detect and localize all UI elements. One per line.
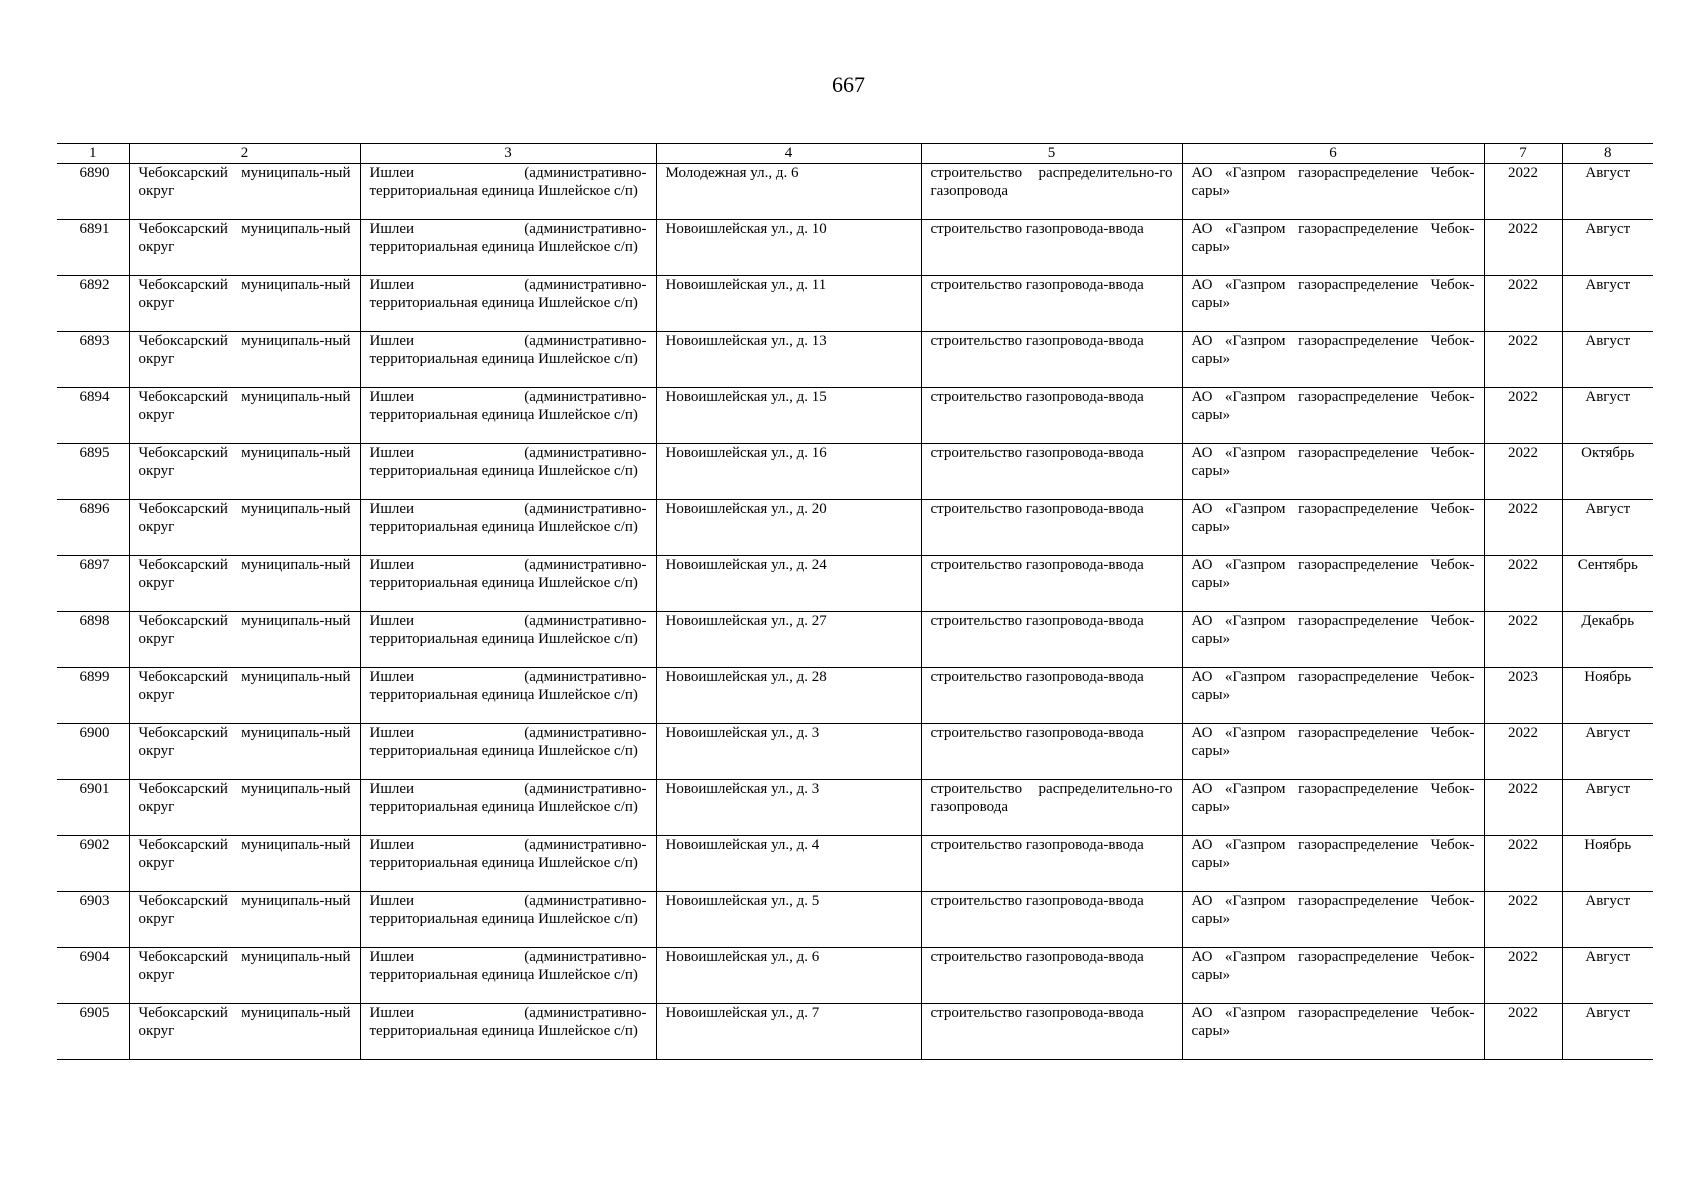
organization-cell: АО «Газпром газораспределение Чебок-сары»: [1182, 779, 1484, 835]
table-row: [57, 163, 1653, 219]
locality-cell: Ишлеи (административно-территориальная единица Ишлейское с/п): [360, 835, 656, 891]
year-cell: 2022: [1484, 611, 1562, 667]
work-type-cell: строительство газопровода-ввода: [921, 723, 1182, 779]
work-type-cell: строительство газопровода-ввода: [921, 891, 1182, 947]
work-type-cell: строительство газопровода-ввода: [921, 947, 1182, 1003]
year-cell: 2022: [1484, 163, 1562, 219]
year-cell: 2022: [1484, 499, 1562, 555]
year-cell: 2022: [1484, 947, 1562, 1003]
district-cell: Чебоксарский муниципаль-ный округ: [129, 891, 360, 947]
table-row: [57, 331, 1653, 387]
organization-cell: АО «Газпром газораспределение Чебок-сары»: [1182, 947, 1484, 1003]
locality-cell: Ишлеи (административно-территориальная единица Ишлейское с/п): [360, 499, 656, 555]
table-row: [57, 891, 1653, 947]
address-cell: Новоишлейская ул., д. 3: [656, 723, 921, 779]
table-row: [57, 1003, 1653, 1059]
table-row: [57, 835, 1653, 891]
address-cell: Новоишлейская ул., д. 5: [656, 891, 921, 947]
work-type-cell: строительство газопровода-ввода: [921, 667, 1182, 723]
district-cell: Чебоксарский муниципаль-ный округ: [129, 835, 360, 891]
table-row: [57, 611, 1653, 667]
district-cell: Чебоксарский муниципаль-ный округ: [129, 667, 360, 723]
address-cell: Новоишлейская ул., д. 10: [656, 219, 921, 275]
table-row: [57, 723, 1653, 779]
year-cell: 2022: [1484, 891, 1562, 947]
locality-cell: Ишлеи (административно-территориальная единица Ишлейское с/п): [360, 1003, 656, 1059]
locality-cell: Ишлеи (административно-территориальная единица Ишлейское с/п): [360, 387, 656, 443]
work-type-cell: строительство газопровода-ввода: [921, 275, 1182, 331]
year-cell: 2022: [1484, 779, 1562, 835]
district-cell: Чебоксарский муниципаль-ный округ: [129, 947, 360, 1003]
address-cell: Новоишлейская ул., д. 4: [656, 835, 921, 891]
row-number: 6903: [57, 891, 129, 947]
address-cell: Новоишлейская ул., д. 11: [656, 275, 921, 331]
column-header: 6: [1182, 144, 1484, 164]
locality-cell: Ишлеи (административно-территориальная единица Ишлейское с/п): [360, 779, 656, 835]
district-cell: Чебоксарский муниципаль-ный округ: [129, 555, 360, 611]
address-cell: Новоишлейская ул., д. 7: [656, 1003, 921, 1059]
work-type-cell: строительство газопровода-ввода: [921, 1003, 1182, 1059]
work-type-cell: строительство распределительно-го газопровода: [921, 163, 1182, 219]
table-row: [57, 443, 1653, 499]
address-cell: Новоишлейская ул., д. 16: [656, 443, 921, 499]
table-row: [57, 275, 1653, 331]
row-number: 6898: [57, 611, 129, 667]
table-row: [57, 667, 1653, 723]
table-row: [57, 555, 1653, 611]
district-cell: Чебоксарский муниципаль-ный округ: [129, 611, 360, 667]
address-cell: Новоишлейская ул., д. 28: [656, 667, 921, 723]
month-cell: Август: [1562, 1003, 1653, 1059]
address-cell: Новоишлейская ул., д. 3: [656, 779, 921, 835]
register-table: [57, 143, 1653, 1060]
month-cell: Август: [1562, 779, 1653, 835]
page-number: 667: [832, 72, 865, 97]
row-number: 6892: [57, 275, 129, 331]
organization-cell: АО «Газпром газораспределение Чебок-сары»: [1182, 723, 1484, 779]
address-cell: Новоишлейская ул., д. 15: [656, 387, 921, 443]
locality-cell: Ишлеи (административно-территориальная единица Ишлейское с/п): [360, 219, 656, 275]
row-number: 6901: [57, 779, 129, 835]
column-header: 1: [57, 144, 129, 164]
table-row: [57, 219, 1653, 275]
row-number: 6900: [57, 723, 129, 779]
month-cell: Октябрь: [1562, 443, 1653, 499]
work-type-cell: строительство газопровода-ввода: [921, 835, 1182, 891]
column-header: 7: [1484, 144, 1562, 164]
year-cell: 2022: [1484, 443, 1562, 499]
district-cell: Чебоксарский муниципаль-ный округ: [129, 387, 360, 443]
year-cell: 2022: [1484, 723, 1562, 779]
organization-cell: АО «Газпром газораспределение Чебок-сары»: [1182, 611, 1484, 667]
organization-cell: АО «Газпром газораспределение Чебок-сары»: [1182, 667, 1484, 723]
column-header: 5: [921, 144, 1182, 164]
row-number: 6890: [57, 163, 129, 219]
work-type-cell: строительство газопровода-ввода: [921, 443, 1182, 499]
table-row: [57, 779, 1653, 835]
locality-cell: Ишлеи (административно-территориальная единица Ишлейское с/п): [360, 331, 656, 387]
district-cell: Чебоксарский муниципаль-ный округ: [129, 219, 360, 275]
district-cell: Чебоксарский муниципаль-ный округ: [129, 779, 360, 835]
year-cell: 2022: [1484, 331, 1562, 387]
row-number: 6902: [57, 835, 129, 891]
row-number: 6905: [57, 1003, 129, 1059]
work-type-cell: строительство газопровода-ввода: [921, 331, 1182, 387]
month-cell: Август: [1562, 387, 1653, 443]
table-row: [57, 947, 1653, 1003]
column-header: 8: [1562, 144, 1653, 164]
month-cell: Август: [1562, 891, 1653, 947]
column-number-row: [57, 144, 1653, 164]
month-cell: Сентябрь: [1562, 555, 1653, 611]
organization-cell: АО «Газпром газораспределение Чебок-сары»: [1182, 275, 1484, 331]
table-body: [57, 163, 1653, 1059]
work-type-cell: строительство газопровода-ввода: [921, 499, 1182, 555]
year-cell: 2022: [1484, 387, 1562, 443]
address-cell: Новоишлейская ул., д. 24: [656, 555, 921, 611]
month-cell: Август: [1562, 499, 1653, 555]
month-cell: Ноябрь: [1562, 667, 1653, 723]
column-header: 2: [129, 144, 360, 164]
locality-cell: Ишлеи (административно-территориальная единица Ишлейское с/п): [360, 443, 656, 499]
locality-cell: Ишлеи (административно-территориальная единица Ишлейское с/п): [360, 667, 656, 723]
row-number: 6891: [57, 219, 129, 275]
organization-cell: АО «Газпром газораспределение Чебок-сары»: [1182, 387, 1484, 443]
organization-cell: АО «Газпром газораспределение Чебок-сары»: [1182, 891, 1484, 947]
locality-cell: Ишлеи (административно-территориальная единица Ишлейское с/п): [360, 891, 656, 947]
year-cell: 2022: [1484, 555, 1562, 611]
organization-cell: АО «Газпром газораспределение Чебок-сары»: [1182, 835, 1484, 891]
locality-cell: Ишлеи (административно-территориальная единица Ишлейское с/п): [360, 275, 656, 331]
table-row: [57, 499, 1653, 555]
year-cell: 2022: [1484, 219, 1562, 275]
work-type-cell: строительство газопровода-ввода: [921, 611, 1182, 667]
work-type-cell: строительство газопровода-ввода: [921, 219, 1182, 275]
district-cell: Чебоксарский муниципаль-ный округ: [129, 163, 360, 219]
locality-cell: Ишлеи (административно-территориальная единица Ишлейское с/п): [360, 611, 656, 667]
locality-cell: Ишлеи (административно-территориальная единица Ишлейское с/п): [360, 163, 656, 219]
row-number: 6896: [57, 499, 129, 555]
district-cell: Чебоксарский муниципаль-ный округ: [129, 1003, 360, 1059]
district-cell: Чебоксарский муниципаль-ный округ: [129, 723, 360, 779]
organization-cell: АО «Газпром газораспределение Чебок-сары»: [1182, 499, 1484, 555]
organization-cell: АО «Газпром газораспределение Чебок-сары»: [1182, 219, 1484, 275]
row-number: 6899: [57, 667, 129, 723]
organization-cell: АО «Газпром газораспределение Чебок-сары»: [1182, 331, 1484, 387]
row-number: 6897: [57, 555, 129, 611]
district-cell: Чебоксарский муниципаль-ный округ: [129, 443, 360, 499]
address-cell: Новоишлейская ул., д. 20: [656, 499, 921, 555]
month-cell: Август: [1562, 275, 1653, 331]
address-cell: Новоишлейская ул., д. 27: [656, 611, 921, 667]
work-type-cell: строительство газопровода-ввода: [921, 555, 1182, 611]
month-cell: Август: [1562, 947, 1653, 1003]
row-number: 6904: [57, 947, 129, 1003]
work-type-cell: строительство распределительно-го газопровода: [921, 779, 1182, 835]
organization-cell: АО «Газпром газораспределение Чебок-сары»: [1182, 443, 1484, 499]
address-cell: Новоишлейская ул., д. 13: [656, 331, 921, 387]
year-cell: 2022: [1484, 835, 1562, 891]
locality-cell: Ишлеи (административно-территориальная единица Ишлейское с/п): [360, 555, 656, 611]
month-cell: Декабрь: [1562, 611, 1653, 667]
address-cell: Молодежная ул., д. 6: [656, 163, 921, 219]
month-cell: Август: [1562, 219, 1653, 275]
district-cell: Чебоксарский муниципаль-ный округ: [129, 275, 360, 331]
row-number: 6894: [57, 387, 129, 443]
year-cell: 2022: [1484, 1003, 1562, 1059]
year-cell: 2023: [1484, 667, 1562, 723]
row-number: 6895: [57, 443, 129, 499]
address-cell: Новоишлейская ул., д. 6: [656, 947, 921, 1003]
locality-cell: Ишлеи (административно-территориальная единица Ишлейское с/п): [360, 947, 656, 1003]
column-header: 3: [360, 144, 656, 164]
month-cell: Ноябрь: [1562, 835, 1653, 891]
organization-cell: АО «Газпром газораспределение Чебок-сары»: [1182, 163, 1484, 219]
month-cell: Август: [1562, 331, 1653, 387]
district-cell: Чебоксарский муниципаль-ный округ: [129, 331, 360, 387]
month-cell: Август: [1562, 723, 1653, 779]
work-type-cell: строительство газопровода-ввода: [921, 387, 1182, 443]
organization-cell: АО «Газпром газораспределение Чебок-сары»: [1182, 555, 1484, 611]
district-cell: Чебоксарский муниципаль-ный округ: [129, 499, 360, 555]
table-row: [57, 387, 1653, 443]
organization-cell: АО «Газпром газораспределение Чебок-сары»: [1182, 1003, 1484, 1059]
column-header: 4: [656, 144, 921, 164]
row-number: 6893: [57, 331, 129, 387]
month-cell: Август: [1562, 163, 1653, 219]
locality-cell: Ишлеи (административно-территориальная единица Ишлейское с/п): [360, 723, 656, 779]
year-cell: 2022: [1484, 275, 1562, 331]
